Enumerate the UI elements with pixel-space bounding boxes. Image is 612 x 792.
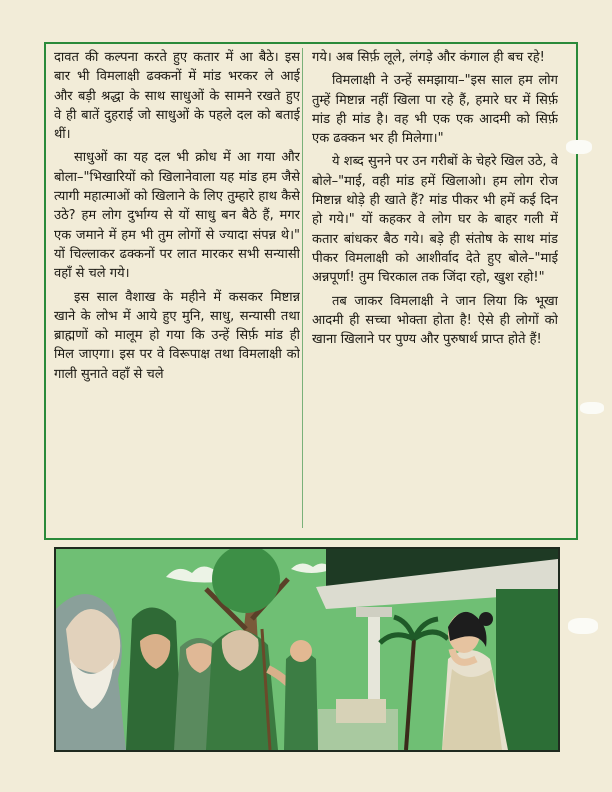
paper-tear xyxy=(568,618,598,634)
paragraph: गये। अब सिर्फ़ लूले, लंगड़े और कंगाल ही बच रहे! xyxy=(312,50,545,65)
wall xyxy=(496,589,558,750)
paragraph: इस साल वैशाख के महीने में कसकर मिष्टान्न खाने के लोभ में आये हुए मुनि, साधु, सन्यासी तथा ब्राह्मणों को मालूम हो गया कि उन्हें सिर्फ़ मांड ही मिल जाएगा। इस पर वे विरूपाक्ष तथा विमलाक्षी को गाली सुनाते वहाँ से चले xyxy=(54,289,300,382)
paper-tear xyxy=(580,402,604,414)
column-divider xyxy=(302,48,303,528)
story-illustration xyxy=(54,547,560,752)
left-column xyxy=(54,48,300,534)
old-man xyxy=(284,652,318,750)
illustration-scene xyxy=(56,549,558,750)
paragraph: ये शब्द सुनने पर उन गरीबों के चेहरे खिल उठे, वे बोले–"माई, वही मांड हमें खिलाओ। हम लोग रोज मिष्टान्न थोड़े ही खाते हैं? मांड पीकर भी हमें कई दिन हो गये।" यों कहकर वे लोग घर के बाहर गली में कतार बांधकर बैठ गये। बड़े ही संतोष के साथ मांड पीकर विमलाक्षी को आशीर्वाद देते हुए बोले–"माई अन्नपूर्णा! तुम चिरकाल तक जिंदा रहो, खुश रहो!" xyxy=(312,154,558,286)
paragraph: तब जाकर विमलाक्षी ने जान लिया कि भूखा आदमी ही सच्चा भोक्ता होता है! ऐसे ही लोगों को खाना खिलाने पर पुण्य और पुरुषार्थ प्राप्त होते हैं! xyxy=(312,293,558,348)
paragraph: दावत की कल्पना करते हुए कतार में आ बैठे। इस बार भी विमलाक्षी ढक्कनों में मांड भरकर ले आई और बड़ी श्रद्धा के साथ साधुओं के सामने रखते हुए वे ही बातें दुहराई जो साधुओं के पहले दल को बताई थीं। xyxy=(54,50,300,143)
right-column xyxy=(312,48,558,534)
paper-tear xyxy=(566,140,592,154)
paragraph: साधुओं का यह दल भी क्रोध में आ गया और बोला–"भिखारियों को खिलानेवाला यह मांड हम जैसे त्यागी महात्माओं को खिलाने के लिए तुम्हारे हाथ कैसे उठे? हम लोग दुर्भाग्य से यों साधु बन बैठे हैं, मगर एक जमाने में हम भी तुम लोगों से ज्यादा संपन्न थे।" यों चिल्लाकर ढक्कनों पर लात मारकर सभी सन्यासी वहाँ से चले गये। xyxy=(54,150,300,282)
paragraph: विमलाक्षी ने उन्हें समझाया–"इस साल हम लोग तुम्हें मिष्टान्न नहीं खिला पा रहे हैं, हमारे घर में सिर्फ़ मांड ही मांड है। वह भी एक एक आदमी को सिर्फ़ एक ढक्कन भर ही मिलेगा।" xyxy=(312,73,558,147)
old-man xyxy=(126,607,182,750)
